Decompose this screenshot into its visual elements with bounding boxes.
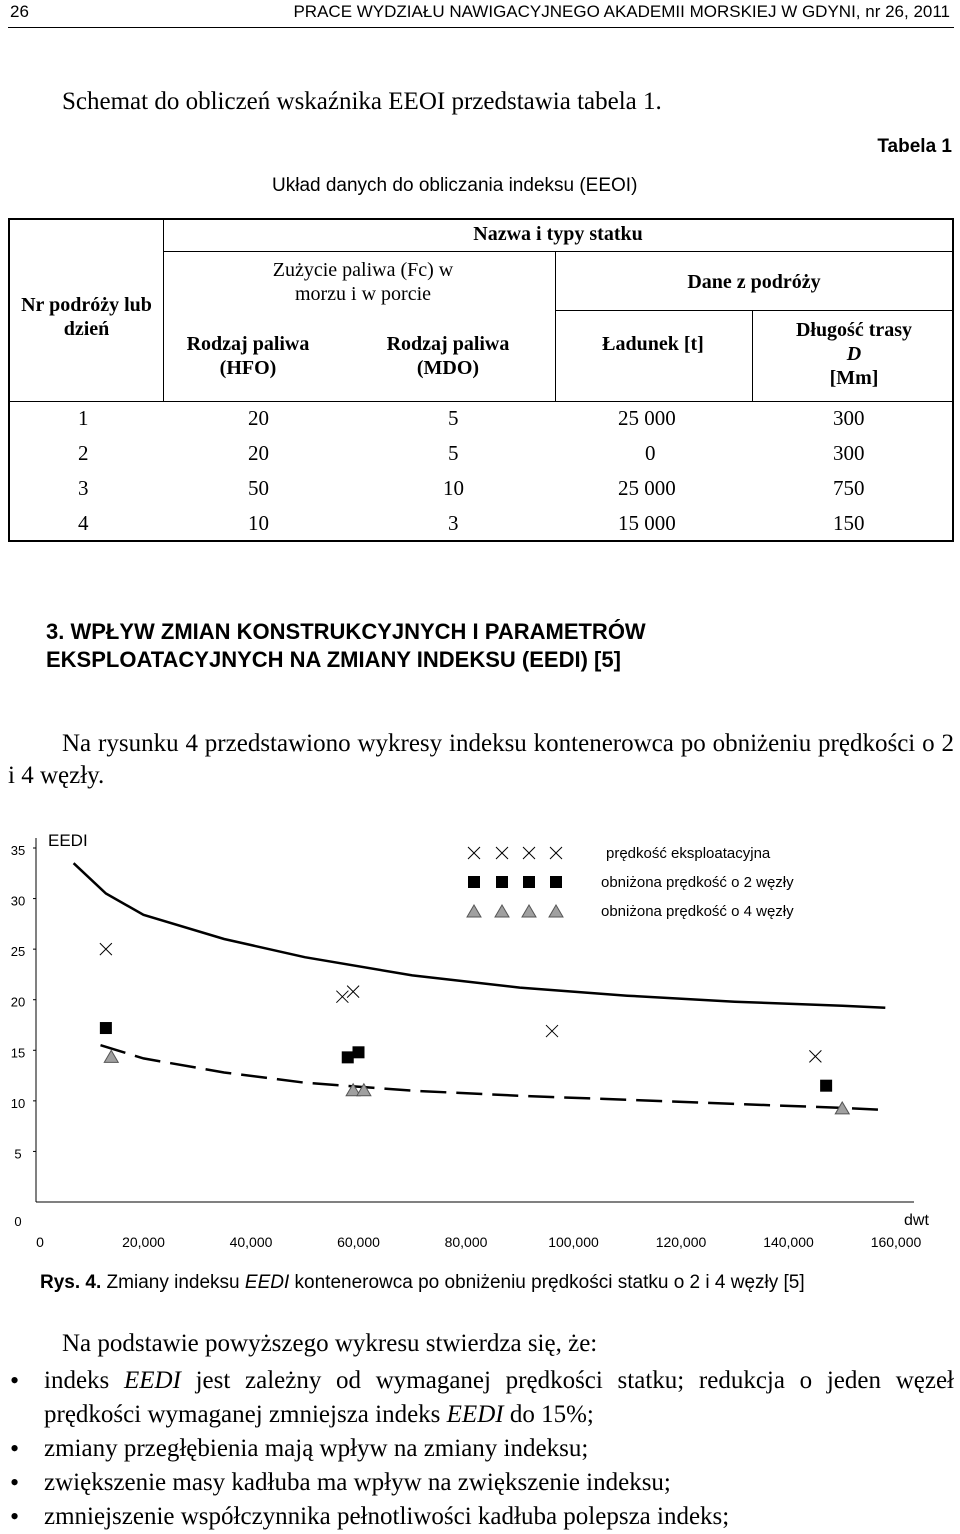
table-label: Tabela 1 [877, 136, 952, 157]
legend-marker-x [550, 847, 562, 859]
list-item: • zmniejszenie współczynnika pełnotliwości kadłuba polepsza indeks; [8, 1500, 954, 1534]
figure-label: Rys. 4. [40, 1272, 102, 1293]
page-number: 26 [10, 2, 29, 21]
x-tick-label: 40,000 [229, 1234, 273, 1250]
y-tick-label: 30 [10, 893, 26, 909]
header-voyage: Dane z podróży [687, 271, 821, 293]
header-ship: Nazwa i typy statku [473, 223, 643, 245]
list-item: • zwiększenie masy kadłuba ma wpływ na zwiększenie indeksu; [8, 1466, 954, 1500]
figure-caption-text: kontenerowca po obniżeniu prędkości statku o 2 i 4 węzły [5] [289, 1272, 805, 1293]
legend-label: obniżona prędkość o 4 węzły [601, 903, 794, 920]
data-point-x [100, 943, 112, 955]
paragraph-conclusion-intro: Na podstawie powyższego wykresu stwierdza się, że: [62, 1330, 598, 1357]
list-item: • zmiany przegłębienia mają wpływ na zmiany indeksu; [8, 1432, 954, 1466]
figure-caption [40, 1272, 805, 1294]
paragraph-figure-intro: Na rysunku 4 przedstawiono wykresy indeksu kontenerowca po obniżeniu prędkości o 2 i 4 węzły. [8, 730, 954, 789]
cell-mdo: 5 [448, 441, 459, 465]
cell-distance: 300 [833, 441, 865, 465]
legend-marker-triangle [467, 905, 481, 917]
legend-marker-triangle [495, 905, 509, 917]
y-tick-label: 25 [10, 944, 26, 960]
legend-marker-square [496, 876, 508, 888]
list-item-term: EEDI [446, 1401, 504, 1428]
table-border-left [8, 218, 10, 542]
legend-marker-square [523, 876, 535, 888]
legend-marker-x [523, 847, 535, 859]
header-distance-name: Długość trasy [795, 319, 913, 341]
data-point-x [546, 1025, 558, 1037]
cell-cargo: 0 [645, 441, 656, 465]
list-item-text: indeks [44, 1367, 124, 1394]
cell-distance: 300 [833, 406, 865, 430]
list-item-text: jest zależny od wymaganej prędkości statku; redukcja o jeden węzeł prędkości wymaganej zmniejsza indeks [44, 1367, 954, 1428]
conclusion-list [8, 1364, 954, 1534]
x-tick-label: 100,000 [548, 1234, 599, 1250]
y-tick-label: 35 [10, 843, 26, 858]
table-row-divider [163, 251, 953, 252]
legend-marker-triangle [549, 905, 563, 917]
intro-text: Schemat do obliczeń wskaźnika EEOI przedstawia tabela 1. [62, 88, 662, 115]
x-axis-title: dwt [904, 1212, 929, 1229]
legend-marker-square [468, 876, 480, 888]
x-tick-label: 20,000 [122, 1234, 165, 1250]
chart-legend [467, 845, 794, 920]
x-tick-label: 120,000 [655, 1234, 707, 1250]
y-tick-label: 10 [10, 1095, 26, 1111]
chart-axes [11, 831, 930, 1250]
x-tick-label: 140,000 [763, 1234, 814, 1250]
x-tick-label: 160,000 [870, 1234, 922, 1250]
y-tick-label: 15 [10, 1045, 26, 1061]
y-tick-label: 0 [14, 1214, 22, 1229]
data-point-x [336, 991, 348, 1003]
cell-hfo: 20 [248, 441, 269, 465]
table-border-bottom [8, 540, 954, 542]
table-border-top [8, 218, 954, 220]
legend-marker-triangle [522, 905, 536, 917]
chart-curves [74, 863, 886, 1110]
cell-mdo: 3 [448, 511, 459, 535]
list-item-text: do 15%; [503, 1401, 594, 1428]
journal-title: PRACE WYDZIAŁU NAWIGACYJNEGO AKADEMII MORSKIEJ W GDYNI, nr 26, 2011 [293, 2, 950, 21]
cell-distance: 150 [833, 511, 865, 535]
header-rule [8, 27, 954, 28]
cell-cargo: 25 000 [618, 476, 676, 500]
legend-marker-x [468, 847, 480, 859]
header-hfo: Rodzaj paliwa (HFO) [186, 333, 310, 379]
cell-mdo: 5 [448, 406, 459, 430]
x-tick-label: 0 [36, 1234, 44, 1250]
cell-hfo: 10 [248, 511, 269, 535]
table-row-divider [8, 401, 954, 402]
data-point-square [342, 1051, 354, 1063]
running-header [10, 2, 954, 26]
legend-label: obniżona prędkość o 2 węzły [601, 874, 794, 891]
fuel-data-table [8, 218, 954, 542]
header-mdo: Rodzaj paliwa (MDO) [386, 333, 510, 379]
header-row-label: Nr podróży lub dzień [21, 294, 152, 340]
legend-marker-x [496, 847, 508, 859]
dashed-trend-curve [101, 1045, 886, 1110]
header-distance-unit: [Mm] [829, 367, 879, 389]
section-heading [46, 618, 646, 674]
y-axis-title: EEDI [48, 831, 88, 850]
data-point-x [347, 986, 359, 998]
cell-nr: 4 [78, 511, 89, 535]
header-fuel-group: Zużycie paliwa (Fc) w morzu i w porcie [272, 259, 454, 305]
cell-nr: 2 [78, 441, 89, 465]
cell-mdo: 10 [443, 476, 464, 500]
chart-points [100, 943, 849, 1114]
data-point-triangle [104, 1050, 118, 1062]
data-point-square [353, 1046, 365, 1058]
data-point-square [100, 1022, 112, 1034]
cell-nr: 3 [78, 476, 89, 500]
header-distance [756, 318, 952, 390]
cell-distance: 750 [833, 476, 865, 500]
figure-caption-text: Zmiany indeksu [106, 1272, 245, 1293]
y-tick-label: 20 [10, 994, 26, 1010]
data-point-x [809, 1050, 821, 1062]
section-heading-line-1: 3. WPŁYW ZMIAN KONSTRUKCYJNYCH I PARAMETRÓW [46, 619, 646, 644]
y-tick-label: 5 [14, 1146, 22, 1162]
header-distance-symbol: D [846, 343, 862, 365]
table-caption-text: Układ danych do obliczania indeksu (EEOI) [272, 175, 638, 196]
table-border-right [952, 218, 954, 542]
header-cargo: Ładunek [t] [602, 333, 704, 355]
legend-label: prędkość eksploatacyjna [606, 845, 771, 862]
figure-caption-term: EEDI [244, 1272, 290, 1293]
section-heading-line-2: EKSPLOATACYJNYCH NA ZMIANY INDEKSU (EEDI) [5] [46, 647, 621, 672]
cell-hfo: 20 [248, 406, 269, 430]
cell-cargo: 15 000 [618, 511, 676, 535]
table-row-divider [555, 310, 953, 311]
data-point-square [820, 1080, 832, 1092]
cell-hfo: 50 [248, 476, 269, 500]
list-item-term: EEDI [123, 1367, 181, 1394]
eedi-chart [0, 820, 960, 1260]
cell-cargo: 25 000 [618, 406, 676, 430]
table-col-divider [752, 310, 753, 401]
list-item [8, 1364, 954, 1432]
x-tick-label: 80,000 [444, 1234, 488, 1250]
legend-marker-square [550, 876, 562, 888]
x-tick-label: 60,000 [337, 1234, 380, 1250]
cell-nr: 1 [78, 406, 89, 430]
